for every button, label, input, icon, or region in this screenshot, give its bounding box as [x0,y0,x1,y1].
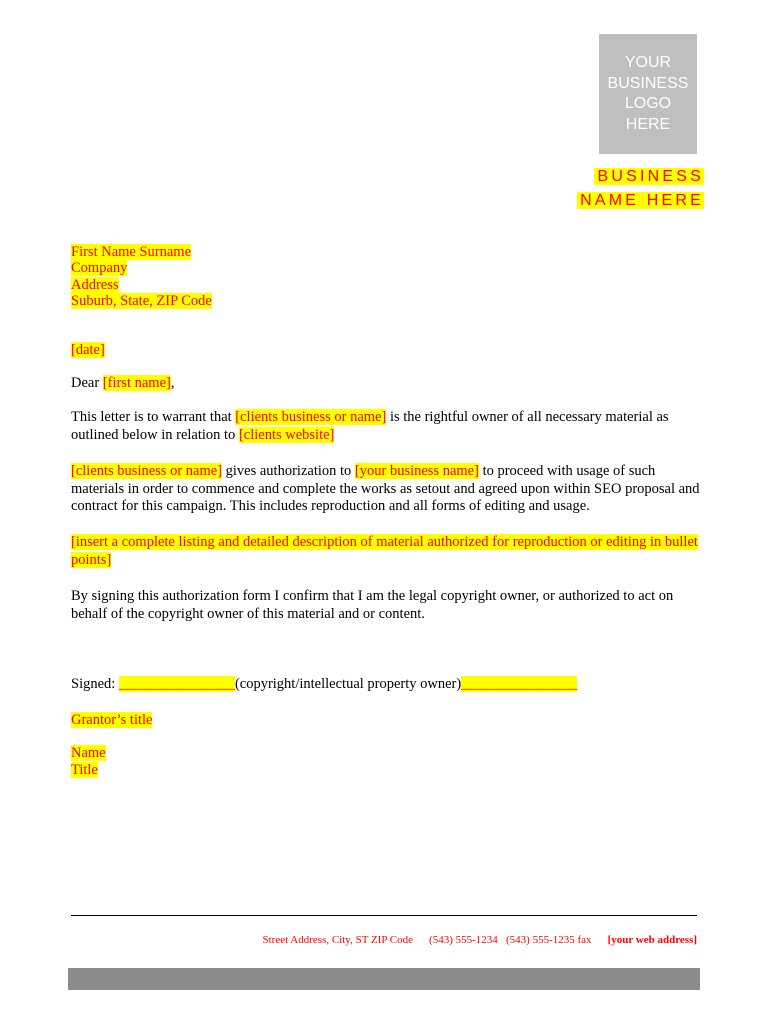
text: gives authorization to [222,463,355,479]
signed-label: Signed: [71,676,119,692]
business-name-line2: NAME HERE [577,192,704,209]
recipient-company: Company [71,260,128,277]
footer-address: Street Address, City, ST ZIP Code [262,934,414,946]
paragraph-warrant [71,409,701,444]
business-name [577,165,704,213]
logo-line: YOUR [624,54,672,71]
business-name-line1: BUSINESS [594,168,704,185]
logo-line: LOGO [624,95,672,112]
text: This letter is to warrant that [71,409,236,425]
date-line [71,342,701,360]
logo-line: BUSINESS [607,74,689,92]
salutation [71,375,701,393]
recipient-address-block [71,244,701,309]
grantor-title-line [71,712,701,730]
paragraph-authorization [71,463,701,516]
date-placeholder: [date] [71,342,105,358]
placeholder-your-business: [your business name] [354,463,479,479]
placeholder-client-business: [clients business or name] [235,409,387,425]
paragraph-confirmation: By signing this authorization form I confirm that I am the legal copyright owner, or authorized to act on behalf of the copyright owner of this material and or content. [71,588,674,622]
business-logo-placeholder [599,34,697,154]
signature-line [71,676,701,694]
recipient-name: First Name Surname [71,244,192,260]
footer [71,934,697,946]
signer-name: Name [71,745,106,761]
footer-bar [68,968,700,990]
footer-phone: (543) 555-1234 (543) 555-1235 fax [429,934,592,946]
salutation-name: [first name] [102,375,171,391]
salutation-comma: , [170,375,175,391]
signature-blank: ________________ [118,676,235,692]
signer-block [71,745,701,778]
placeholder-client-business: [clients business or name] [71,463,223,479]
text: is the rightful owner of all necessary material as outlined below in relation to [71,409,669,443]
logo-line: HERE [625,115,671,133]
placeholder-client-website: [clients website] [238,426,335,443]
recipient-suburb: Suburb, State, ZIP Code [71,292,212,309]
placeholder-material-listing: [insert a complete listing and detailed description of material authorized for reproduction or editing in bullet points] [71,534,698,568]
grantor-title: Grantor’s title [71,712,153,728]
signature-owner-label: (copyright/intellectual property owner) [234,676,462,692]
signer-title: Title [71,761,98,778]
salutation-dear: Dear [71,375,103,391]
footer-divider [71,915,697,916]
recipient-address: Address [71,276,119,293]
footer-web: [your web address] [607,934,697,946]
text: to proceed with usage of such materials in order to commence and complete the works as setout and agreed upon within SEO proposal and contract for this campaign. This includes reproduction and all forms of editing and usage. [71,463,700,514]
signature-blank: ________________ [461,676,578,692]
paragraph-material-listing [71,534,701,569]
